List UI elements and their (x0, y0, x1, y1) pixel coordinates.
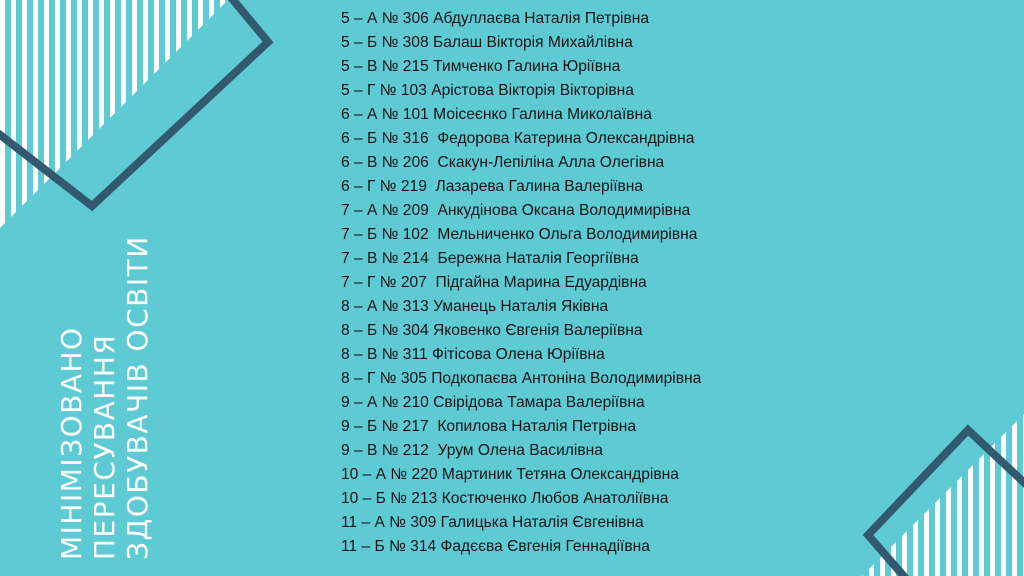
list-item: 6 – Б № 316 Федорова Катерина Олександрівна (341, 130, 695, 147)
list-item: 7 – А № 209 Анкудінова Оксана Володимирівна (341, 202, 691, 219)
list-item: 5 – Б № 308 Балаш Вікторія Михайлівна (341, 34, 633, 51)
list-item: 7 – Б № 102 Мельниченко Ольга Володимирівна (341, 226, 698, 243)
vertical-title (55, 230, 154, 560)
list-item: 10 – Б № 213 Костюченко Любов Анатоліївна (341, 490, 669, 507)
title-line-1: МІНІМІЗОВАНО (55, 326, 88, 560)
list-item: 7 – В № 214 Бережна Наталія Георгіївна (341, 250, 639, 267)
list-item: 5 – Г № 103 Арістова Вікторія Вікторівна (341, 82, 634, 99)
title-line-2: ПЕРЕСУВАННЯ (88, 333, 121, 560)
list-item: 9 – Б № 217 Копилова Наталія Петрівна (341, 418, 637, 435)
title-line-3: ЗДОБУВАЧІВ ОСВІТИ (121, 235, 154, 560)
list-item: 8 – Б № 304 Яковенко Євгенія Валеріївна (341, 322, 643, 339)
list-item: 6 – А № 101 Моісеєнко Галина Миколаївна (341, 106, 652, 123)
class-teacher-list (341, 7, 701, 559)
list-item: 9 – А № 210 Свірідова Тамара Валеріївна (341, 394, 645, 411)
list-item: 11 – А № 309 Галицька Наталія Євгенівна (341, 514, 644, 531)
list-item: 11 – Б № 314 Фадєєва Євгенія Геннадіївна (341, 538, 650, 555)
list-item: 7 – Г № 207 Підгайна Марина Едуардівна (341, 274, 647, 291)
list-item: 5 – А № 306 Абдуллаєва Наталія Петрівна (341, 10, 650, 27)
list-item: 6 – В № 206 Скакун-Лепіліна Алла Олегівна (341, 154, 665, 171)
list-item: 8 – В № 311 Фітісова Олена Юріївна (341, 346, 605, 363)
list-item: 5 – В № 215 Тимченко Галина Юріївна (341, 58, 621, 75)
list-item: 8 – А № 313 Уманець Наталія Яківна (341, 298, 609, 315)
list-item: 9 – В № 212 Урум Олена Василівна (341, 442, 603, 459)
list-item: 10 – А № 220 Мартиник Тетяна Олександрівна (341, 466, 679, 483)
list-item: 8 – Г № 305 Подкопаєва Антоніна Володимирівна (341, 370, 702, 387)
list-item: 6 – Г № 219 Лазарева Галина Валеріївна (341, 178, 644, 195)
